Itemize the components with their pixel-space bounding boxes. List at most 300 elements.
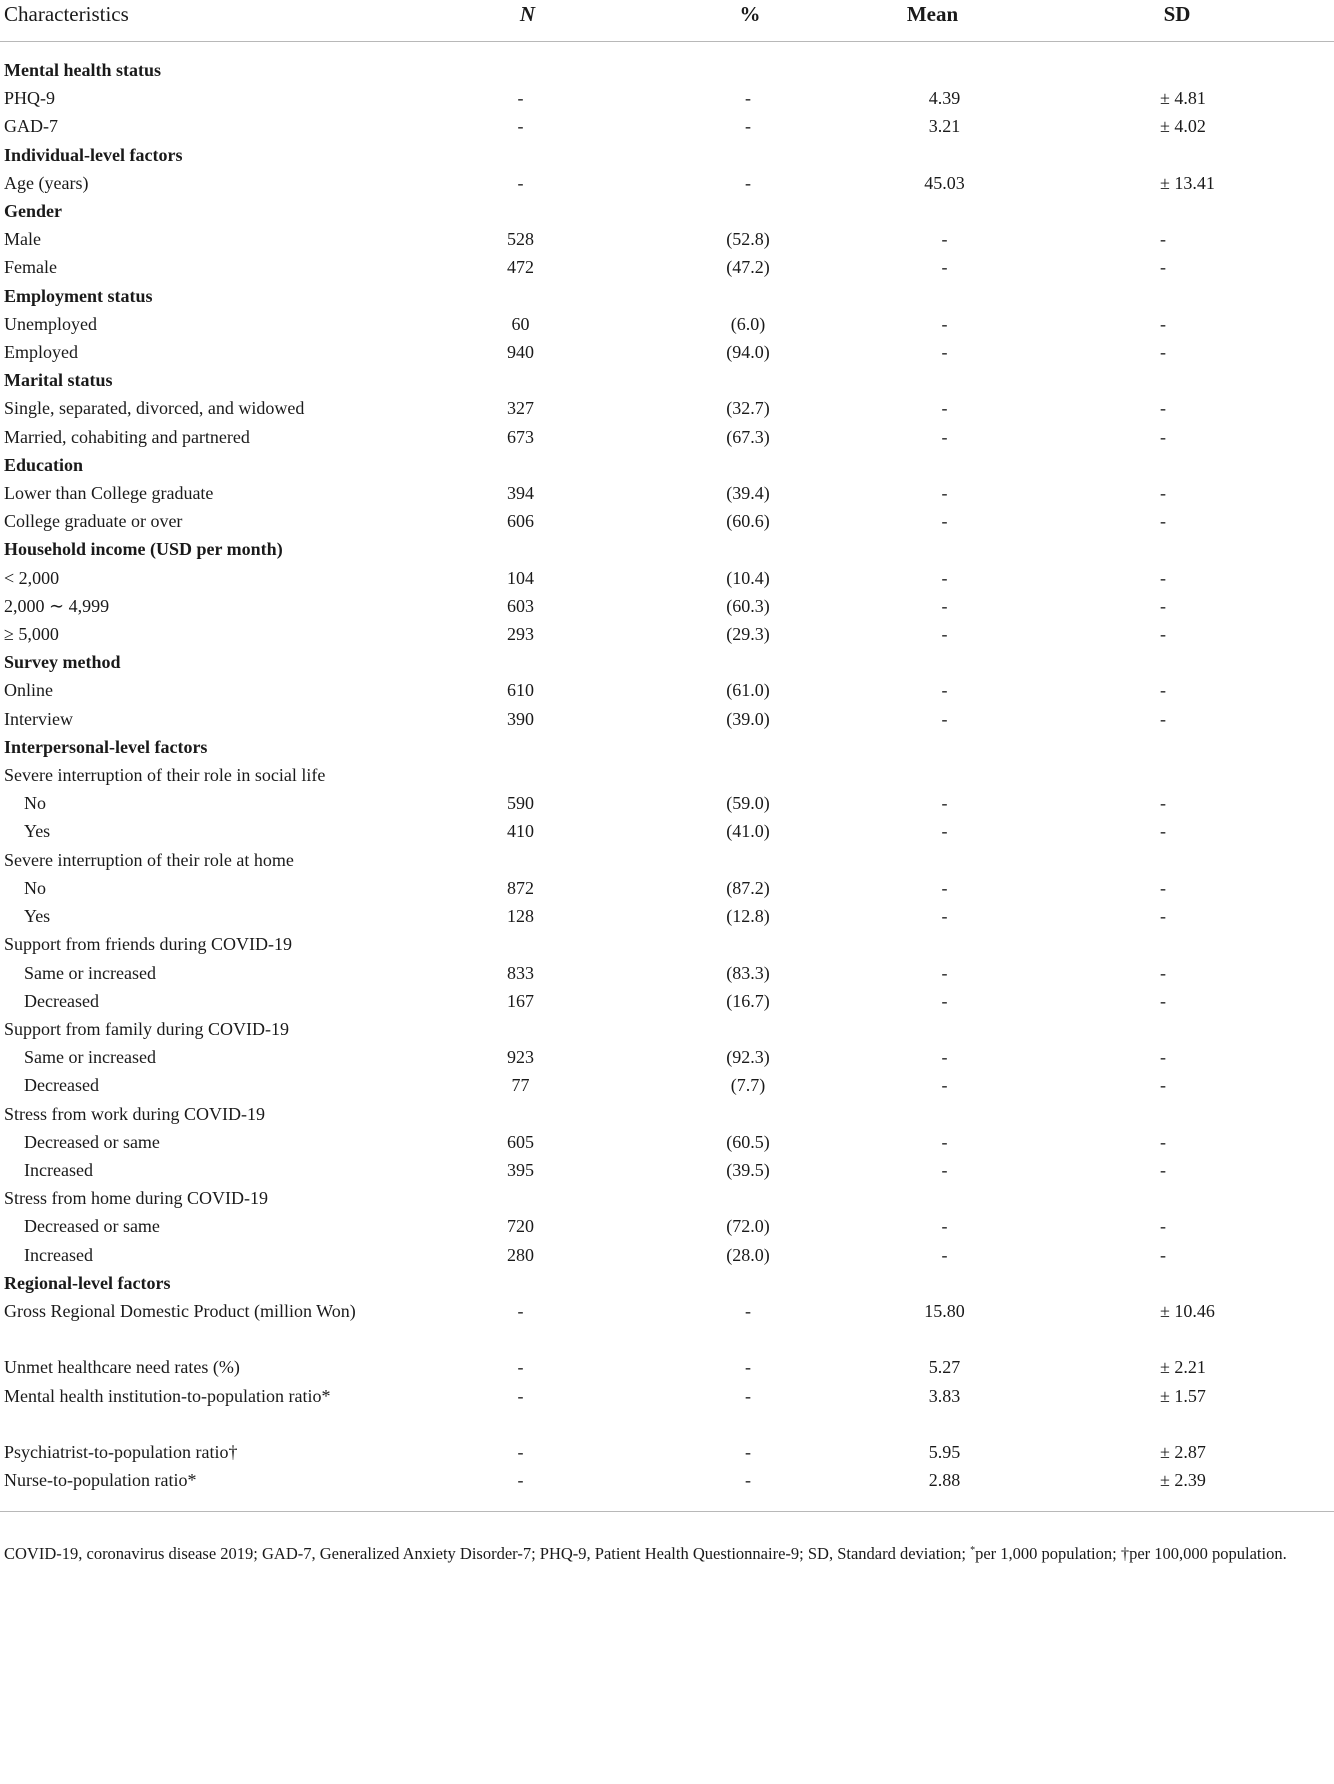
row-label: Mental health institution-to-population ratio* bbox=[4, 1385, 331, 1406]
section-header-row bbox=[0, 197, 1334, 225]
cell-sd: ± 10.46 bbox=[1160, 1300, 1215, 1321]
header-sd: SD bbox=[1020, 0, 1334, 42]
row-label: Employment status bbox=[4, 285, 153, 306]
cell-sd bbox=[1020, 1100, 1334, 1128]
cell-percent bbox=[655, 366, 845, 394]
cell-percent bbox=[655, 733, 845, 761]
cell-n: 528 bbox=[507, 229, 534, 250]
cell-percent: (7.7) bbox=[730, 1075, 766, 1096]
cell-percent: - bbox=[745, 1470, 751, 1491]
cell-mean: - bbox=[941, 1216, 948, 1237]
cell-percent: (39.0) bbox=[726, 708, 770, 729]
table-row bbox=[0, 1043, 1334, 1071]
cell-mean bbox=[845, 282, 1020, 310]
cell-percent: - bbox=[745, 1385, 751, 1406]
cell-sd: ± 2.21 bbox=[1160, 1357, 1206, 1378]
row-label: Same or increased bbox=[24, 1047, 156, 1068]
table-row bbox=[0, 1071, 1334, 1099]
cell-mean bbox=[845, 1184, 1020, 1212]
row-label: Decreased bbox=[24, 1075, 99, 1096]
cell-mean: - bbox=[941, 511, 948, 532]
cell-percent: - bbox=[745, 172, 751, 193]
row-label: Decreased bbox=[24, 990, 99, 1011]
cell-sd: - bbox=[1160, 398, 1166, 419]
cell-n: 280 bbox=[507, 1244, 534, 1265]
cell-percent: (41.0) bbox=[726, 821, 770, 842]
cell-sd bbox=[1020, 1184, 1334, 1212]
section-header-row bbox=[0, 1269, 1334, 1297]
table-row bbox=[0, 225, 1334, 253]
cell-mean bbox=[845, 1269, 1020, 1297]
cell-mean bbox=[845, 366, 1020, 394]
table-row bbox=[0, 338, 1334, 366]
cell-mean: 15.80 bbox=[924, 1300, 965, 1321]
cell-sd: - bbox=[1160, 793, 1166, 814]
section-header-row bbox=[0, 648, 1334, 676]
cell-n: - bbox=[517, 88, 524, 109]
cell-mean: 4.39 bbox=[928, 88, 961, 109]
row-label: Increased bbox=[24, 1244, 93, 1265]
cell-n bbox=[400, 282, 655, 310]
table-footnote bbox=[4, 1538, 1330, 1566]
header-percent: % bbox=[655, 0, 845, 42]
table-row bbox=[0, 1212, 1334, 1240]
table-row bbox=[0, 84, 1334, 112]
cell-sd: ± 1.57 bbox=[1160, 1385, 1206, 1406]
row-label: Interpersonal-level factors bbox=[4, 736, 208, 757]
footnote-asterisk: * bbox=[970, 1545, 976, 1556]
row-label: 2,000 ∼ 4,999 bbox=[4, 595, 110, 616]
row-label: Online bbox=[4, 680, 53, 701]
cell-percent: (28.0) bbox=[726, 1244, 770, 1265]
cell-percent bbox=[655, 56, 845, 84]
table-row bbox=[0, 1466, 1334, 1494]
cell-mean: 3.21 bbox=[928, 116, 961, 137]
cell-sd: - bbox=[1160, 1047, 1166, 1068]
cell-sd: - bbox=[1160, 313, 1166, 334]
cell-mean bbox=[845, 648, 1020, 676]
cell-mean: - bbox=[941, 483, 948, 504]
cell-n: 605 bbox=[507, 1131, 534, 1152]
row-label: Female bbox=[4, 257, 57, 278]
cell-mean: 5.95 bbox=[928, 1441, 961, 1462]
row-label: Increased bbox=[24, 1159, 93, 1180]
cell-percent bbox=[655, 282, 845, 310]
cell-mean: - bbox=[941, 962, 948, 983]
cell-percent: - bbox=[745, 116, 751, 137]
cell-n: 395 bbox=[507, 1159, 534, 1180]
table-row bbox=[0, 1438, 1334, 1466]
row-label: ≥ 5,000 bbox=[4, 624, 59, 645]
cell-sd bbox=[1020, 56, 1334, 84]
row-label: No bbox=[24, 877, 46, 898]
cell-mean: - bbox=[941, 877, 948, 898]
cell-percent: (87.2) bbox=[726, 877, 770, 898]
cell-sd: - bbox=[1160, 229, 1166, 250]
cell-percent bbox=[655, 648, 845, 676]
row-label: Severe interruption of their role in social life bbox=[4, 765, 326, 786]
subgroup-row bbox=[0, 846, 1334, 874]
cell-percent bbox=[655, 141, 845, 169]
cell-n bbox=[400, 846, 655, 874]
cell-mean bbox=[845, 56, 1020, 84]
table-row bbox=[0, 592, 1334, 620]
cell-sd bbox=[1020, 535, 1334, 563]
table-row bbox=[0, 987, 1334, 1015]
header-mean: Mean bbox=[845, 0, 1020, 42]
cell-sd: ± 13.41 bbox=[1160, 172, 1215, 193]
cell-n: - bbox=[517, 1300, 524, 1321]
cell-percent: (94.0) bbox=[726, 342, 770, 363]
table-row bbox=[0, 479, 1334, 507]
cell-percent bbox=[655, 535, 845, 563]
cell-sd bbox=[1020, 451, 1334, 479]
cell-sd: ± 2.87 bbox=[1160, 1441, 1206, 1462]
subgroup-row bbox=[0, 761, 1334, 789]
table-row bbox=[0, 507, 1334, 535]
cell-percent: (59.0) bbox=[726, 793, 770, 814]
cell-percent: (72.0) bbox=[726, 1216, 770, 1237]
cell-sd bbox=[1020, 366, 1334, 394]
cell-sd bbox=[1020, 846, 1334, 874]
cell-sd: - bbox=[1160, 257, 1166, 278]
cell-n bbox=[400, 1184, 655, 1212]
header-n: N bbox=[400, 0, 655, 42]
row-label: Support from family during COVID-19 bbox=[4, 1018, 289, 1039]
cell-mean: - bbox=[941, 624, 948, 645]
row-label: < 2,000 bbox=[4, 567, 60, 588]
row-label: Single, separated, divorced, and widowed bbox=[4, 398, 305, 419]
cell-sd bbox=[1020, 197, 1334, 225]
cell-percent: - bbox=[745, 1441, 751, 1462]
row-label: Marital status bbox=[4, 370, 113, 391]
table-row bbox=[0, 310, 1334, 338]
cell-percent bbox=[655, 197, 845, 225]
cell-n: 590 bbox=[507, 793, 534, 814]
cell-sd: - bbox=[1160, 426, 1166, 447]
row-label: Unmet healthcare need rates (%) bbox=[4, 1357, 240, 1378]
cell-mean: - bbox=[941, 398, 948, 419]
cell-sd: - bbox=[1160, 1244, 1166, 1265]
cell-n: 603 bbox=[507, 595, 534, 616]
cell-mean bbox=[845, 1100, 1020, 1128]
cell-percent: (10.4) bbox=[726, 567, 770, 588]
row-label: Severe interruption of their role at home bbox=[4, 849, 294, 870]
cell-mean: 45.03 bbox=[924, 172, 965, 193]
row-label: Decreased or same bbox=[24, 1131, 160, 1152]
cell-mean bbox=[845, 930, 1020, 958]
cell-n: 394 bbox=[507, 483, 534, 504]
cell-percent: (67.3) bbox=[726, 426, 770, 447]
cell-mean bbox=[845, 1015, 1020, 1043]
cell-mean: 5.27 bbox=[928, 1357, 961, 1378]
cell-sd: ± 4.02 bbox=[1160, 116, 1206, 137]
cell-percent: (47.2) bbox=[726, 257, 770, 278]
cell-sd: ± 4.81 bbox=[1160, 88, 1206, 109]
cell-sd bbox=[1020, 648, 1334, 676]
table-row bbox=[0, 874, 1334, 902]
row-label: Gender bbox=[4, 201, 62, 222]
cell-n: 872 bbox=[507, 877, 534, 898]
table-row bbox=[0, 1353, 1334, 1381]
cell-sd: - bbox=[1160, 821, 1166, 842]
cell-percent bbox=[655, 451, 845, 479]
cell-sd: - bbox=[1160, 483, 1166, 504]
row-label: Same or increased bbox=[24, 962, 156, 983]
cell-percent bbox=[655, 1015, 845, 1043]
cell-n bbox=[400, 930, 655, 958]
table-row bbox=[0, 1241, 1334, 1269]
cell-n: 128 bbox=[507, 906, 534, 927]
row-label: Married, cohabiting and partnered bbox=[4, 426, 250, 447]
cell-percent bbox=[655, 1269, 845, 1297]
cell-mean: - bbox=[941, 1131, 948, 1152]
cell-n: - bbox=[517, 116, 524, 137]
row-label: Education bbox=[4, 454, 84, 475]
cell-n bbox=[400, 366, 655, 394]
cell-mean: - bbox=[941, 313, 948, 334]
cell-sd bbox=[1020, 141, 1334, 169]
cell-sd bbox=[1020, 1269, 1334, 1297]
cell-n: 940 bbox=[507, 342, 534, 363]
cell-percent bbox=[655, 846, 845, 874]
cell-n: - bbox=[517, 1470, 524, 1491]
table-row bbox=[0, 789, 1334, 817]
cell-percent: (60.5) bbox=[726, 1131, 770, 1152]
cell-mean bbox=[845, 451, 1020, 479]
cell-mean bbox=[845, 761, 1020, 789]
cell-n bbox=[400, 451, 655, 479]
cell-n: 923 bbox=[507, 1047, 534, 1068]
cell-sd bbox=[1020, 282, 1334, 310]
row-label: Support from friends during COVID-19 bbox=[4, 934, 292, 955]
cell-sd bbox=[1020, 1015, 1334, 1043]
row-label: Gross Regional Domestic Product (million Won) bbox=[4, 1300, 356, 1321]
cell-n: 390 bbox=[507, 708, 534, 729]
table-row bbox=[0, 676, 1334, 704]
cell-n bbox=[400, 141, 655, 169]
cell-sd: - bbox=[1160, 906, 1166, 927]
cell-mean bbox=[845, 535, 1020, 563]
row-label: Decreased or same bbox=[24, 1216, 160, 1237]
cell-n: 77 bbox=[511, 1075, 530, 1096]
row-label: Interview bbox=[4, 708, 73, 729]
cell-sd: - bbox=[1160, 962, 1166, 983]
cell-sd: - bbox=[1160, 1159, 1166, 1180]
cell-n bbox=[400, 535, 655, 563]
table-bottom-rule bbox=[0, 1511, 1334, 1512]
cell-percent bbox=[655, 1100, 845, 1128]
row-label: PHQ-9 bbox=[4, 88, 56, 109]
table-row bbox=[0, 902, 1334, 930]
cell-sd: - bbox=[1160, 1131, 1166, 1152]
cell-sd: - bbox=[1160, 342, 1166, 363]
cell-n: 167 bbox=[507, 990, 534, 1011]
cell-percent: (39.5) bbox=[726, 1159, 770, 1180]
header-row bbox=[0, 0, 1334, 42]
cell-mean: 3.83 bbox=[928, 1385, 961, 1406]
cell-sd: - bbox=[1160, 624, 1166, 645]
cell-percent: (60.3) bbox=[726, 595, 770, 616]
section-header-row bbox=[0, 451, 1334, 479]
cell-mean: - bbox=[941, 906, 948, 927]
footnote-text-1: COVID-19, coronavirus disease 2019; GAD-7, Generalized Anxiety Disorder-7; PHQ-9, Patient Health Questionnaire-9; SD, Standard deviation; bbox=[4, 1544, 971, 1563]
cell-n: 104 bbox=[507, 567, 534, 588]
cell-n: - bbox=[517, 1441, 524, 1462]
cell-sd: - bbox=[1160, 877, 1166, 898]
cell-sd: - bbox=[1160, 990, 1166, 1011]
subgroup-row bbox=[0, 930, 1334, 958]
cell-percent: (60.6) bbox=[726, 511, 770, 532]
table-body bbox=[0, 42, 1334, 1495]
cell-sd: - bbox=[1160, 595, 1166, 616]
cell-mean: - bbox=[941, 793, 948, 814]
cell-sd: - bbox=[1160, 511, 1166, 532]
cell-sd: - bbox=[1160, 1075, 1166, 1096]
subgroup-row bbox=[0, 1184, 1334, 1212]
cell-percent: - bbox=[745, 1300, 751, 1321]
cell-mean bbox=[845, 141, 1020, 169]
cell-percent: (12.8) bbox=[726, 906, 770, 927]
cell-mean: - bbox=[941, 257, 948, 278]
row-label: Employed bbox=[4, 342, 78, 363]
cell-percent: - bbox=[745, 1357, 751, 1378]
cell-mean: - bbox=[941, 342, 948, 363]
subgroup-row bbox=[0, 1100, 1334, 1128]
cell-n bbox=[400, 1100, 655, 1128]
table-row bbox=[0, 620, 1334, 648]
cell-mean: - bbox=[941, 426, 948, 447]
cell-mean: - bbox=[941, 1159, 948, 1180]
table-row bbox=[0, 705, 1334, 733]
cell-n bbox=[400, 1269, 655, 1297]
table-row bbox=[0, 394, 1334, 422]
row-label: Regional-level factors bbox=[4, 1272, 171, 1293]
cell-n: - bbox=[517, 172, 524, 193]
section-header-row bbox=[0, 282, 1334, 310]
table-row bbox=[0, 169, 1334, 197]
cell-mean: - bbox=[941, 990, 948, 1011]
section-header-row bbox=[0, 733, 1334, 761]
cell-n: 60 bbox=[511, 313, 530, 334]
section-header-row bbox=[0, 366, 1334, 394]
cell-mean: - bbox=[941, 229, 948, 250]
cell-sd bbox=[1020, 733, 1334, 761]
cell-n: 472 bbox=[507, 257, 534, 278]
section-header-row bbox=[0, 535, 1334, 563]
cell-percent: (83.3) bbox=[726, 962, 770, 983]
cell-mean: - bbox=[941, 567, 948, 588]
table-row bbox=[0, 1297, 1334, 1353]
cell-sd bbox=[1020, 930, 1334, 958]
row-label: Psychiatrist-to-population ratio† bbox=[4, 1441, 238, 1462]
cell-mean bbox=[845, 733, 1020, 761]
table-row bbox=[0, 253, 1334, 281]
table-row bbox=[0, 423, 1334, 451]
cell-mean: 2.88 bbox=[928, 1470, 961, 1491]
cell-mean: - bbox=[941, 1047, 948, 1068]
row-label: Male bbox=[4, 229, 41, 250]
cell-percent: (32.7) bbox=[726, 398, 770, 419]
row-label: Household income (USD per month) bbox=[4, 539, 283, 560]
table-row bbox=[0, 564, 1334, 592]
cell-mean: - bbox=[941, 1075, 948, 1096]
row-label: Mental health status bbox=[4, 60, 161, 80]
cell-sd: - bbox=[1160, 1216, 1166, 1237]
table-row bbox=[0, 959, 1334, 987]
cell-n: - bbox=[517, 1357, 524, 1378]
cell-n bbox=[400, 761, 655, 789]
cell-percent bbox=[655, 930, 845, 958]
cell-n bbox=[400, 1015, 655, 1043]
cell-n: - bbox=[517, 1385, 524, 1406]
row-label: Individual-level factors bbox=[4, 144, 183, 165]
cell-sd: ± 2.39 bbox=[1160, 1470, 1206, 1491]
row-label: No bbox=[24, 793, 46, 814]
table-row bbox=[0, 112, 1334, 140]
row-label: College graduate or over bbox=[4, 511, 183, 532]
cell-n bbox=[400, 733, 655, 761]
cell-n: 327 bbox=[507, 398, 534, 419]
row-label: Stress from work during COVID-19 bbox=[4, 1103, 265, 1124]
cell-mean: - bbox=[941, 1244, 948, 1265]
section-header-row bbox=[0, 141, 1334, 169]
cell-mean: - bbox=[941, 595, 948, 616]
table-row bbox=[0, 1128, 1334, 1156]
cell-sd: - bbox=[1160, 680, 1166, 701]
cell-n: 606 bbox=[507, 511, 534, 532]
cell-mean: - bbox=[941, 821, 948, 842]
cell-percent bbox=[655, 1184, 845, 1212]
cell-n: 833 bbox=[507, 962, 534, 983]
cell-percent: (6.0) bbox=[730, 313, 766, 334]
row-label: Lower than College graduate bbox=[4, 483, 214, 504]
row-label: Nurse-to-population ratio* bbox=[4, 1470, 197, 1491]
cell-n bbox=[400, 197, 655, 225]
cell-percent: (29.3) bbox=[726, 624, 770, 645]
row-label: Stress from home during COVID-19 bbox=[4, 1188, 268, 1209]
footnote-text-2: per 1,000 population; †per 100,000 population. bbox=[975, 1544, 1287, 1563]
cell-percent: (16.7) bbox=[726, 990, 770, 1011]
cell-n: 293 bbox=[507, 624, 534, 645]
row-label: Yes bbox=[24, 821, 51, 842]
cell-percent bbox=[655, 761, 845, 789]
cell-mean: - bbox=[941, 680, 948, 701]
table-row bbox=[0, 817, 1334, 845]
section-header-row bbox=[0, 56, 1334, 84]
row-label: GAD-7 bbox=[4, 116, 58, 137]
table-row bbox=[0, 1156, 1334, 1184]
cell-percent: - bbox=[745, 88, 751, 109]
row-label: Survey method bbox=[4, 652, 121, 673]
cell-percent: (92.3) bbox=[726, 1047, 770, 1068]
subgroup-row bbox=[0, 1015, 1334, 1043]
cell-n bbox=[400, 56, 655, 84]
cell-mean bbox=[845, 197, 1020, 225]
row-label: Unemployed bbox=[4, 313, 97, 334]
cell-percent: (52.8) bbox=[726, 229, 770, 250]
cell-n: 673 bbox=[507, 426, 534, 447]
cell-sd bbox=[1020, 761, 1334, 789]
cell-sd: - bbox=[1160, 567, 1166, 588]
row-label: Yes bbox=[24, 906, 51, 927]
cell-mean: - bbox=[941, 708, 948, 729]
cell-n: 720 bbox=[507, 1216, 534, 1237]
cell-percent: (61.0) bbox=[726, 680, 770, 701]
cell-n: 410 bbox=[507, 821, 534, 842]
header-characteristics: Characteristics bbox=[0, 0, 400, 42]
cell-mean bbox=[845, 846, 1020, 874]
